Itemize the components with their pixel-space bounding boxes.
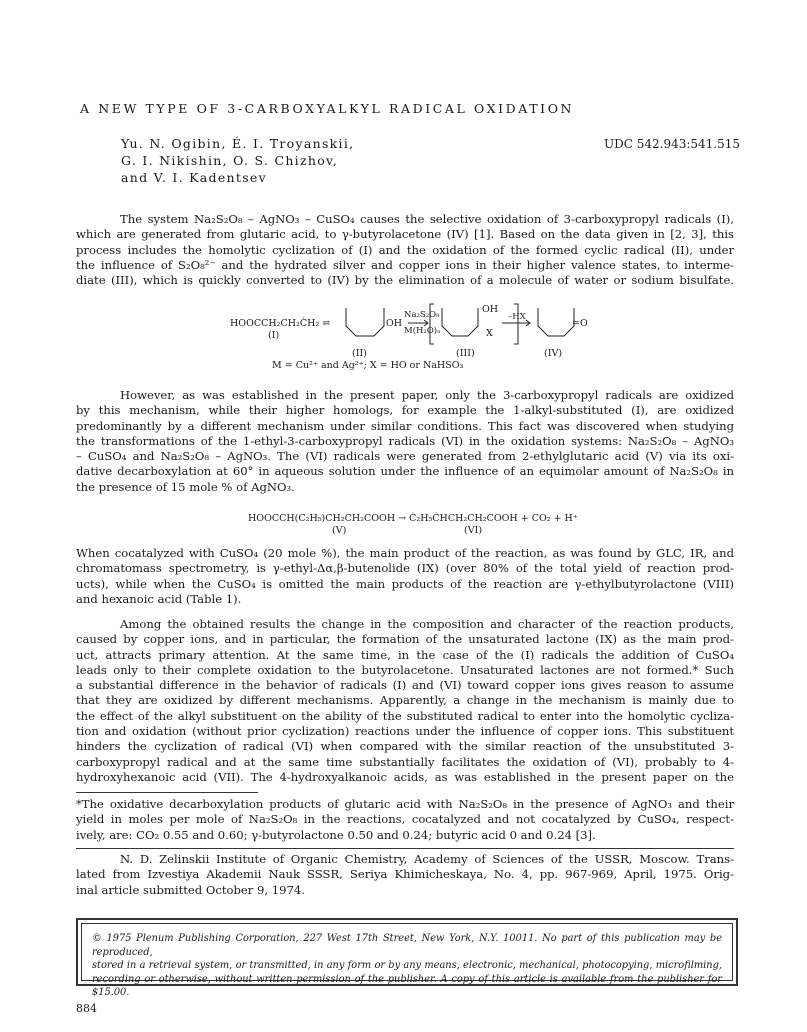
reaction-scheme-1 [228, 296, 588, 376]
affiliation-line: lated from Izvestiya Akademii Nauk SSSR, Seriya Khimicheskaya, No. 4, pp. 967-969, April, 1975. Orig- [76, 867, 734, 882]
reagent-bottom: M(H₂O)ₙ [404, 326, 441, 336]
copyright-line: stored in a retrieval system, or transmitted, in any form or by any means, electronic, mechanical, photocopying, microfilming, [92, 960, 722, 971]
affiliation-rule [76, 848, 734, 849]
reactant-formula: HOOCCH₂CH₂ĊH₂ ⇌ [230, 318, 331, 329]
author-line: G. I. Nikishin, O. S. Chizhov, [121, 153, 339, 168]
paragraph-discussion [76, 617, 734, 785]
page-number: 884 [76, 1002, 97, 1015]
copyright-box [76, 918, 738, 998]
text-line: chromatomass spectrometry, is γ-ethyl-Δα,β-butenolide (IX) (over 80% of the total yield of reaction prod- [76, 561, 734, 576]
text-line: the effect of the alkyl substituent on the ability of the substituted radical to enter into the homolytic cycliza- [76, 708, 734, 723]
reaction-scheme-2 [248, 513, 588, 541]
text-line: tion and oxidation (without prior cyclization) reactions under the influence of copper ions. This substituent [76, 724, 734, 739]
text-line: the influence of S₂O₈²⁻ and the hydrated silver and copper ions in their higher valence states, to interme- [76, 257, 734, 272]
text-line: caused by copper ions, and in particular, the formation of the unsaturated lactone (IX) as the main prod- [76, 632, 734, 647]
text-line: the transformations of the 1-ethyl-3-carboxypropyl radicals (VI) in the oxidation systems: Na₂S₂O₈ – AgNO₃ [76, 433, 734, 448]
footnote [76, 797, 734, 843]
text-line: leads only to their complete oxidation to the butyrolacetone. Unsaturated lactones are not formed.* Such [76, 662, 734, 677]
text-line: that they are oxidized by different mechanisms. Apparently, a change in the mechanism is mainly due to [76, 693, 734, 708]
reagent-top: Na₂S₂O₈ [404, 310, 440, 320]
text-line: hydroxyhexanoic acid (VII). The 4-hydroxyalkanoic acids, as was established in the present paper on the [76, 769, 734, 784]
footnote-line: *The oxidative decarboxylation products of glutaric acid with Na₂S₂O₈ in the presence of AgNO₃ and their [76, 797, 734, 811]
footnote-line: yield in moles per mole of Na₂S₂O₈ in the reactions, cocatalyzed and not cocatalyzed by CuSO₄, respect- [76, 812, 734, 827]
text-line: The system Na₂S₂O₈ – AgNO₃ – CuSO₄ causes the selective oxidation of 3-carboxypropyl radicals (I), [120, 212, 734, 226]
text-line: which are generated from glutaric acid, to γ-butyrolacetone (IV) [1]. Based on the data given in [2, 3], this [76, 227, 734, 242]
radical-oh-label: OH [386, 318, 403, 329]
ring-ii [346, 308, 384, 336]
text-line: Among the obtained results the change in the composition and character of the reaction products, [120, 617, 734, 631]
ketone-label: =O [572, 318, 588, 329]
affiliation [76, 852, 734, 898]
author-line: and V. I. Kadentsev [121, 170, 267, 185]
paragraph-mechanism [76, 388, 734, 495]
label-v: (V) [332, 525, 347, 536]
footnote-rule [76, 792, 258, 793]
text-line: and hexanoic acid (Table 1). [76, 591, 242, 606]
label-ii: (II) [352, 348, 367, 359]
copyright-line: recording or otherwise, without written permission of the publisher. A copy of this article is available from the publisher for $15.00. [92, 973, 722, 998]
affiliation-line: inal article submitted October 9, 1974. [76, 882, 305, 897]
reactant-label: (I) [268, 330, 280, 341]
text-line: carboxypropyl radical and at the same time substantially facilitates the oxidation of (VI), probably to 4- [76, 754, 734, 769]
text-line: dative decarboxylation at 60° in aqueous solution under the influence of an equimolar amount of Na₂S₂O₈ in [76, 464, 734, 479]
decarboxylation-equation: HOOCCH(C₂H₅)CH₂CH₂COOH → Ċ₂H₅ĊHCH₂CH₂COOH + CO₂ + H⁺ [248, 513, 578, 524]
text-line: hinders the cyclization of radical (VI) when compared with the similar reaction of the unsubstituted 3- [76, 739, 734, 754]
text-line: by this mechanism, while their higher homologs, for example the 1-alkyl-substituted (I), are oxidized [76, 403, 734, 418]
author-list [121, 135, 354, 186]
affiliation-line: N. D. Zelinskii Institute of Organic Chemistry, Academy of Sciences of the USSR, Moscow. Trans- [120, 852, 734, 866]
author-line: Yu. N. Ogibin, É. I. Troyanskii, [121, 136, 355, 151]
copyright-inner-border [81, 923, 733, 998]
paragraph-results [76, 546, 734, 607]
label-vi: (VI) [464, 525, 483, 536]
oh-label: OH [482, 304, 499, 315]
x-label: X [486, 328, 493, 339]
text-line: However, as was established in the present paper, only the 3-carboxypropyl radicals are oxidized [120, 388, 734, 402]
text-line: the presence of 15 mole % of AgNO₃. [76, 479, 295, 494]
copyright-line: © 1975 Plenum Publishing Corporation, 227 West 17th Street, New York, N.Y. 10011. No part of this publication may be reproduced, [92, 933, 722, 958]
text-line: When cocatalyzed with CuSO₄ (20 mole %), the main product of the reaction, as was found by GLC, IR, and [76, 546, 734, 560]
bracket-right [514, 304, 518, 344]
paragraph-intro [76, 212, 734, 288]
text-line: ucts), while when the CuSO₄ is omitted the main products of the reaction are γ-ethylbutyrolactone (VIII) [76, 576, 734, 591]
ring-iii [442, 308, 478, 336]
text-line: a substantial difference in the behavior of radicals (I) and (VI) toward copper ions gives reason to assume [76, 678, 734, 693]
text-line: process includes the homolytic cyclization of (I) and the oxidation of the formed cyclic radical (II), under [76, 242, 734, 257]
article-title: A NEW TYPE OF 3-CARBOXYALKYL RADICAL OXIDATION [80, 101, 575, 116]
label-iv: (IV) [544, 348, 563, 359]
text-line: – CuSO₄ and Na₂S₂O₈ – AgNO₃. The (VI) radicals were generated from 2-ethylglutaric acid (V) via its oxi- [76, 449, 734, 464]
copyright-text [92, 932, 722, 1000]
ring-iv [538, 308, 574, 336]
label-iii: (III) [456, 348, 475, 359]
text-line: diate (III), which is quickly converted to (IV) by the elimination of a molecule of water or sodium bisulfate. [76, 273, 734, 288]
udc-code: UDC 542.943:541.515 [604, 137, 741, 151]
footnote-line: ively, are: CO₂ 0.55 and 0.60; γ-butyrolactone 0.50 and 0.24; butyric acid 0 and 0.24 [3]. [76, 827, 596, 842]
text-line: predominantly by a different mechanism under similar conditions. This fact was discovered when studying [76, 418, 734, 433]
scheme-legend: M = Cu²⁺ and Ag²⁺; X = HO or NaHSO₃ [272, 360, 464, 371]
elimination-label: –HX [508, 312, 526, 322]
text-line: uct, attracts primary attention. At the same time, in the case of the (I) radicals the addition of CuSO₄ [76, 647, 734, 662]
